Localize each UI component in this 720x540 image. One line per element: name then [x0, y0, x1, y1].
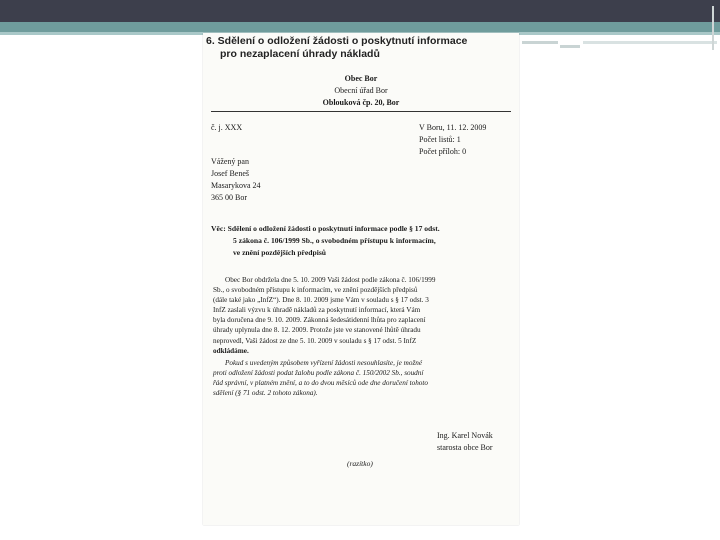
recipient-street: Masarykova 24	[211, 181, 261, 190]
subject-line: ve znění pozdějších předpisů	[233, 248, 327, 257]
instruction-line: řád správní, v platném znění, a to do dvou měsíců ode dne doručení tohoto	[213, 379, 428, 388]
recipient-salutation: Vážený pan	[211, 157, 249, 166]
slide-accent-stripe	[0, 22, 720, 32]
letterhead-office: Obecní úřad Bor	[334, 86, 388, 95]
signature-name: Ing. Karel Novák	[437, 431, 493, 440]
recipient-city: 365 00 Bor	[211, 193, 247, 202]
document-heading-continued: pro nezaplacení úhrady nákladů	[220, 48, 380, 60]
letter-body	[213, 275, 511, 356]
body-line: InfZ zaslali výzvu k úhradě nákladů za poskytnutí informací, která Vám	[213, 306, 421, 315]
signature-title: starosta obce Bor	[437, 443, 493, 452]
reference-number: č. j. XXX	[211, 123, 243, 132]
letterhead-address: Oblouková čp. 20, Bor	[322, 98, 400, 107]
letterhead-org: Obec Bor	[344, 74, 378, 83]
instruction-line: sdělení (§ 71 odst. 2 tohoto zákona).	[213, 389, 318, 398]
body-line: Obec Bor obdržela dne 5. 10. 2009 Vaši žádost podle zákona č. 106/1999	[225, 276, 436, 284]
slide-header-bar	[0, 0, 720, 22]
legal-instruction	[213, 358, 511, 398]
pages-count: Počet listů: 1	[419, 135, 461, 144]
letterhead-rule	[211, 111, 511, 112]
body-line: Sb., o svobodném přístupu k informacím, ve znění pozdějších předpisů	[213, 286, 418, 295]
body-line: byla doručena dne 9. 10. 2009. Zákonná šedesátidenní lhůta pro zaplacení	[213, 316, 426, 325]
subject-line: 5 zákona č. 106/1999 Sb., o svobodném přístupu k informacím,	[233, 236, 436, 245]
stamp-label: (razítko)	[347, 459, 373, 468]
decorative-line	[522, 41, 558, 44]
document-heading: 6. Sdělení o odložení žádosti o poskytnutí informace	[206, 35, 468, 47]
subject-line: Věc: Sdělení o odložení žádosti o poskytnutí informace podle § 17 odst.	[211, 224, 440, 233]
body-line: (dále také jako „InfZ“). Dne 8. 10. 2009 jsme Vám v souladu s § 17 odst. 3	[213, 296, 429, 305]
decorative-line	[560, 45, 580, 48]
body-line: odkládáme.	[213, 346, 249, 355]
instruction-line: Pokud s uvedeným způsobem vyřízení žádosti nesouhlasíte, je možné	[225, 359, 423, 367]
instruction-line: proti odložení žádosti podat žalobu podle zákona č. 150/2002 Sb., soudní	[213, 369, 424, 378]
scanned-document	[203, 33, 519, 525]
date-line: V Boru, 11. 12. 2009	[419, 123, 487, 132]
body-line: úhrady uplynula dne 8. 12. 2009. Protože jste ve stanovené lhůtě úhradu	[213, 326, 421, 335]
decorative-line	[583, 41, 717, 44]
attachments-count: Počet příloh: 0	[419, 147, 467, 156]
body-line: neprovedl, Vaši žádost ze dne 5. 10. 2009 v souladu s § 17 odst. 5 InfZ	[213, 336, 417, 345]
recipient-name: Josef Beneš	[211, 169, 249, 178]
decorative-vertical-line	[712, 6, 714, 50]
